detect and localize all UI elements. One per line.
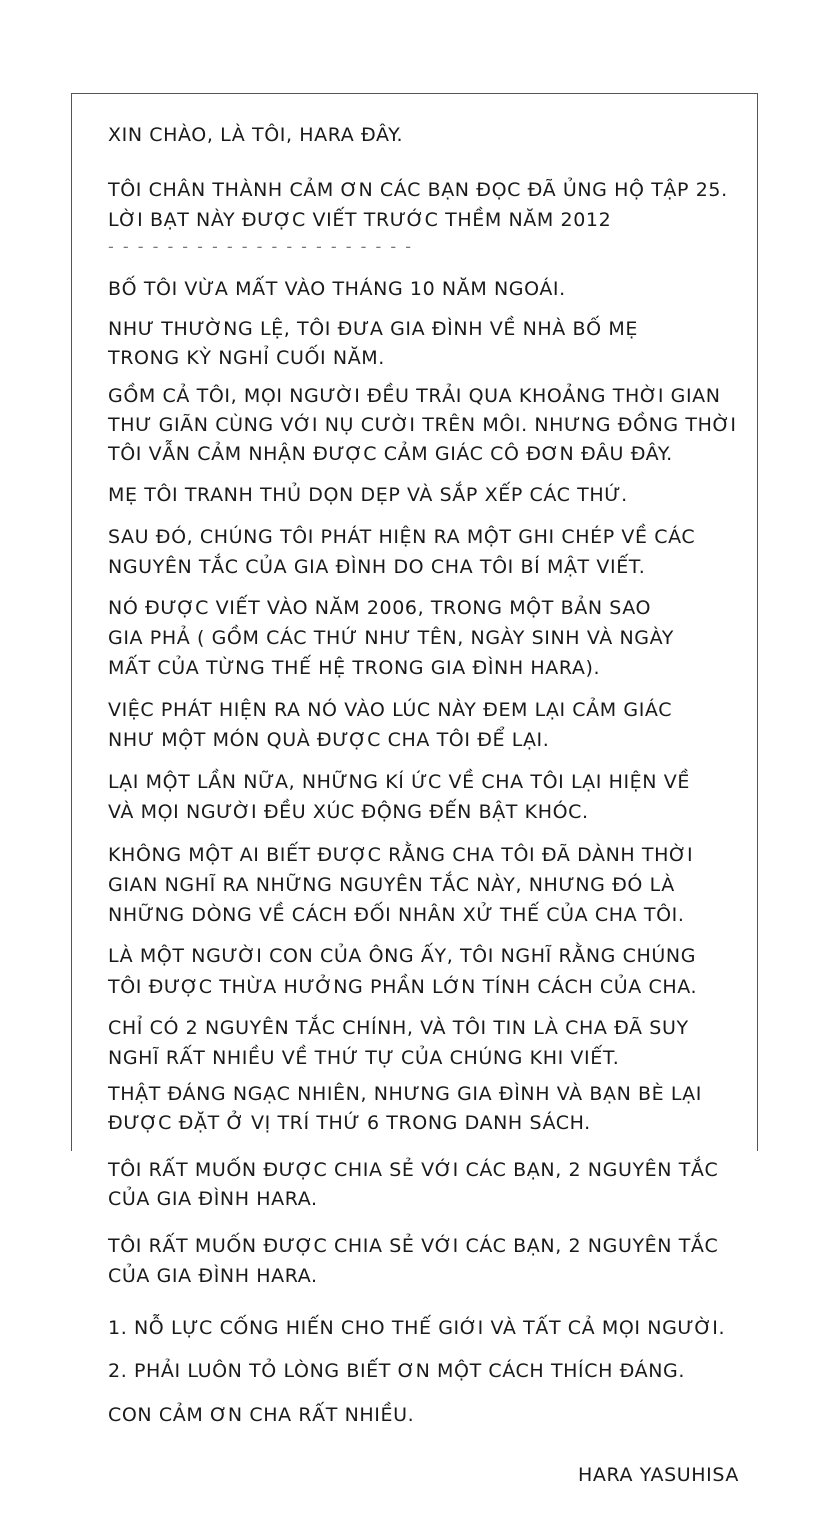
paragraph-8-line-2: VÀ MỌI NGƯỜI ĐỀU XÚC ĐỘNG ĐẾN BẬT KHÓC. — [108, 801, 589, 823]
paragraph-11-line-1: CHỈ CÓ 2 NGUYÊN TẮC CHÍNH, VÀ TÔI TIN LÀ CHA ĐÃ SUY — [108, 1017, 689, 1039]
family-rule-2: 2. PHẢI LUÔN TỎ LÒNG BIẾT ƠN MỘT CÁCH THÍCH ĐÁNG. — [108, 1360, 686, 1382]
paragraph-10-line-1: LÀ MỘT NGƯỜI CON CỦA ÔNG ẤY, TÔI NGHĨ RẰNG CHÚNG — [108, 945, 697, 967]
paragraph-14-line-2: CỦA GIA ĐÌNH HARA. — [108, 1265, 318, 1287]
paragraph-13-line-1: TÔI RẤT MUỐN ĐƯỢC CHIA SẺ VỚI CÁC BẠN, 2 NGUYÊN TẮC — [108, 1159, 719, 1181]
paragraph-7-line-2: NHƯ MỘT MÓN QUÀ ĐƯỢC CHA TÔI ĐỂ LẠI. — [108, 729, 550, 751]
paragraph-6-line-1: NÓ ĐƯỢC VIẾT VÀO NĂM 2006, TRONG MỘT BẢN SAO — [108, 597, 652, 619]
closing-line: CON CẢM ƠN CHA RẤT NHIỀU. — [108, 1404, 415, 1426]
paragraph-9-line-2: GIAN NGHĨ RA NHỮNG NGUYÊN TẮC NÀY, NHƯNG ĐÓ LÀ — [108, 874, 675, 896]
dashed-separator: - - - - - - - - - - - - - - - - - - - - - — [108, 237, 413, 256]
paragraph-13-line-2: CỦA GIA ĐÌNH HARA. — [108, 1188, 318, 1210]
greeting-line: XIN CHÀO, LÀ TÔI, HARA ĐÂY. — [108, 124, 404, 146]
paragraph-8-line-1: LẠI MỘT LẦN NỮA, NHỮNG KÍ ỨC VỀ CHA TÔI LẠI HIỆN VỀ — [108, 771, 690, 793]
family-rule-1: 1. NỖ LỰC CỐNG HIẾN CHO THẾ GIỚI VÀ TẤT CẢ MỌI NGƯỜI. — [108, 1317, 726, 1339]
paragraph-4-line-1: MẸ TÔI TRANH THỦ DỌN DẸP VÀ SẮP XẾP CÁC THỨ. — [108, 484, 628, 506]
paragraph-2-line-1: NHƯ THƯỜNG LỆ, TÔI ĐƯA GIA ĐÌNH VỀ NHÀ BỐ MẸ — [108, 318, 638, 340]
paragraph-2-line-2: TRONG KỲ NGHỈ CUỐI NĂM. — [108, 347, 385, 369]
paragraph-3-line-2: THƯ GIÃN CÙNG VỚI NỤ CƯỜI TRÊN MÔI. NHƯNG ĐỒNG THỜI — [108, 414, 737, 436]
paragraph-9-line-3: NHỮNG DÒNG VỀ CÁCH ĐỐI NHÂN XỬ THẾ CỦA CHA TÔI. — [108, 904, 685, 926]
paragraph-10-line-2: TÔI ĐƯỢC THỪA HƯỞNG PHẦN LỚN TÍNH CÁCH CỦA CHA. — [108, 976, 698, 998]
paragraph-3-line-3: TÔI VẪN CẢM NHẬN ĐƯỢC CẢM GIÁC CÔ ĐƠN ĐÂU ĐÂY. — [108, 443, 673, 465]
thanks-line-1: TÔI CHÂN THÀNH CẢM ƠN CÁC BẠN ĐỌC ĐÃ ỦNG HỘ TẬP 25. — [108, 179, 728, 201]
paragraph-11-line-2: NGHĨ RẤT NHIỀU VỀ THỨ TỰ CỦA CHÚNG KHI VIẾT. — [108, 1047, 620, 1069]
paragraph-1-line-1: BỐ TÔI VỪA MẤT VÀO THÁNG 10 NĂM NGOÁI. — [108, 278, 566, 300]
paragraph-6-line-2: GIA PHẢ ( GỒM CÁC THỨ NHƯ TÊN, NGÀY SINH VÀ NGÀY — [108, 627, 674, 649]
paragraph-14-line-1: TÔI RẤT MUỐN ĐƯỢC CHIA SẺ VỚI CÁC BẠN, 2 NGUYÊN TẮC — [108, 1235, 719, 1257]
paragraph-12-line-2: ĐƯỢC ĐẶT Ở VỊ TRÍ THỨ 6 TRONG DANH SÁCH. — [108, 1112, 591, 1134]
paragraph-7-line-1: VIỆC PHÁT HIỆN RA NÓ VÀO LÚC NÀY ĐEM LẠI CẢM GIÁC — [108, 699, 673, 721]
paragraph-9-line-1: KHÔNG MỘT AI BIẾT ĐƯỢC RẰNG CHA TÔI ĐÃ DÀNH THỜI — [108, 844, 694, 866]
paragraph-6-line-3: MẤT CỦA TỪNG THẾ HỆ TRONG GIA ĐÌNH HARA). — [108, 657, 601, 679]
thanks-line-2: LỜI BẠT NÀY ĐƯỢC VIẾT TRƯỚC THỀM NĂM 2012 — [108, 209, 612, 231]
paragraph-3-line-1: GỒM CẢ TÔI, MỌI NGƯỜI ĐỀU TRẢI QUA KHOẢNG THỜI GIAN — [108, 385, 721, 407]
signature: HARA YASUHISA — [578, 1464, 739, 1486]
paragraph-12-line-1: THẬT ĐÁNG NGẠC NHIÊN, NHƯNG GIA ĐÌNH VÀ BẠN BÈ LẠI — [108, 1083, 702, 1105]
paragraph-5-line-2: NGUYÊN TẮC CỦA GIA ĐÌNH DO CHA TÔI BÍ MẬT VIẾT. — [108, 556, 646, 578]
paragraph-5-line-1: SAU ĐÓ, CHÚNG TÔI PHÁT HIỆN RA MỘT GHI CHÉP VỀ CÁC — [108, 526, 696, 548]
